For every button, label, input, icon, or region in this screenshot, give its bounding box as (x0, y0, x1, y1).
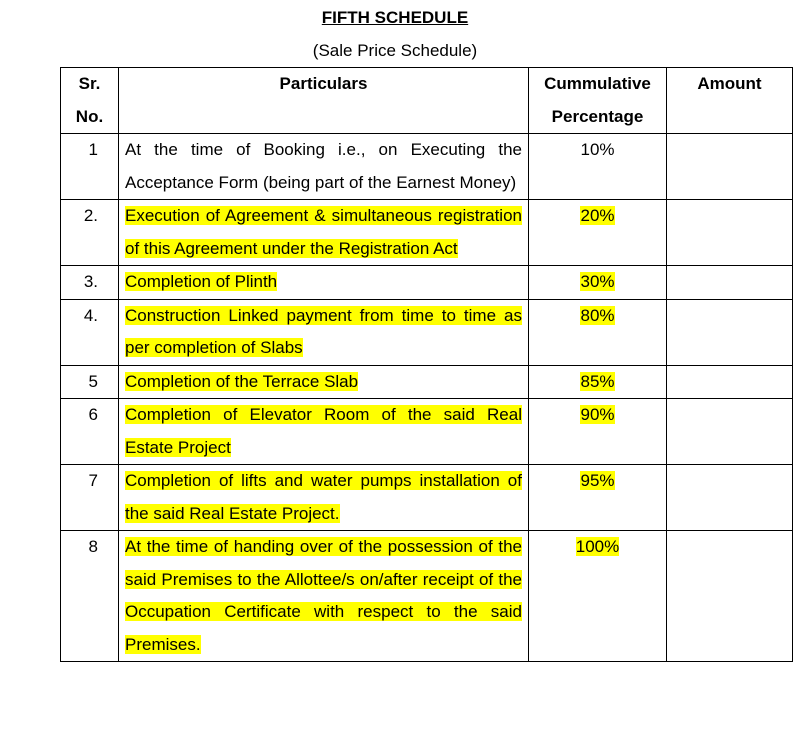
row-particulars-cell (119, 134, 529, 200)
row-amount (667, 465, 793, 531)
row-percentage: 30% (580, 272, 615, 291)
row-sr-no: 3. (61, 266, 119, 300)
header-particulars: Particulars (119, 68, 529, 134)
header-amount: Amount (667, 68, 793, 134)
row-particulars: Completion of Plinth (125, 272, 278, 291)
row-amount (667, 399, 793, 465)
row-percentage-cell (529, 299, 667, 365)
row-particulars-cell (119, 399, 529, 465)
row-sr-no: 4. (61, 299, 119, 365)
row-particulars: At the time of handing over of the possession of the said Premises to the Allottee/s on/after receipt of the Occupation Certificate with respect to the said Premises. (125, 537, 522, 654)
row-percentage-cell (529, 365, 667, 399)
row-sr-no: 2. (61, 200, 119, 266)
row-amount (667, 200, 793, 266)
table-row (61, 299, 793, 365)
table-row (61, 266, 793, 300)
row-percentage: 95% (580, 471, 615, 490)
row-amount (667, 531, 793, 662)
sale-price-schedule-table (60, 67, 793, 662)
table-row (61, 531, 793, 662)
row-percentage: 10% (580, 140, 615, 159)
row-percentage-cell (529, 200, 667, 266)
row-sr-no: 1 (61, 134, 119, 200)
table-row (61, 134, 793, 200)
row-particulars-cell (119, 200, 529, 266)
header-sr-line2: No. (75, 106, 104, 126)
row-amount (667, 365, 793, 399)
row-percentage: 85% (580, 371, 615, 391)
row-sr-no: 5 (61, 365, 119, 399)
row-particulars: Completion of Elevator Room of the said Real Estate Project (125, 405, 522, 457)
row-particulars: Completion of lifts and water pumps installation of the said Real Estate Project. (125, 471, 522, 523)
table-row (61, 200, 793, 266)
row-particulars: Execution of Agreement & simultaneous registration of this Agreement under the Registration Act (125, 206, 522, 258)
table-row (61, 365, 793, 399)
row-particulars: Completion of the Terrace Slab (125, 371, 359, 391)
row-particulars-cell (119, 465, 529, 531)
row-percentage: 100% (575, 537, 620, 556)
row-amount (667, 299, 793, 365)
table-body (61, 134, 793, 662)
row-percentage-cell (529, 465, 667, 531)
header-cumulative-percentage (529, 68, 667, 134)
row-percentage: 80% (580, 305, 615, 325)
row-percentage-cell (529, 134, 667, 200)
table-row (61, 465, 793, 531)
row-particulars-cell (119, 365, 529, 399)
row-percentage: 90% (580, 405, 615, 424)
row-sr-no: 6 (61, 399, 119, 465)
row-particulars-cell (119, 299, 529, 365)
row-percentage: 20% (580, 206, 615, 225)
row-percentage-cell (529, 399, 667, 465)
header-cumulative-line2: Percentage (551, 106, 644, 126)
header-sr-line1: Sr. (78, 74, 101, 93)
row-sr-no: 7 (61, 465, 119, 531)
row-percentage-cell (529, 531, 667, 662)
schedule-subtitle: (Sale Price Schedule) (312, 41, 478, 60)
row-particulars: At the time of Booking i.e., on Executing the Acceptance Form (being part of the Earnest Money) (125, 140, 522, 192)
row-percentage-cell (529, 266, 667, 300)
header-sr-no (61, 68, 119, 134)
schedule-title: FIFTH SCHEDULE (321, 8, 469, 27)
row-particulars-cell (119, 266, 529, 300)
table-header-row (61, 68, 793, 134)
header-cumulative-line1: Cummulative (544, 74, 651, 93)
row-amount (667, 266, 793, 300)
row-amount (667, 134, 793, 200)
row-particulars: Construction Linked payment from time to time as per completion of Slabs (125, 305, 522, 357)
row-particulars-cell (119, 531, 529, 662)
row-sr-no: 8 (61, 531, 119, 662)
table-row (61, 399, 793, 465)
